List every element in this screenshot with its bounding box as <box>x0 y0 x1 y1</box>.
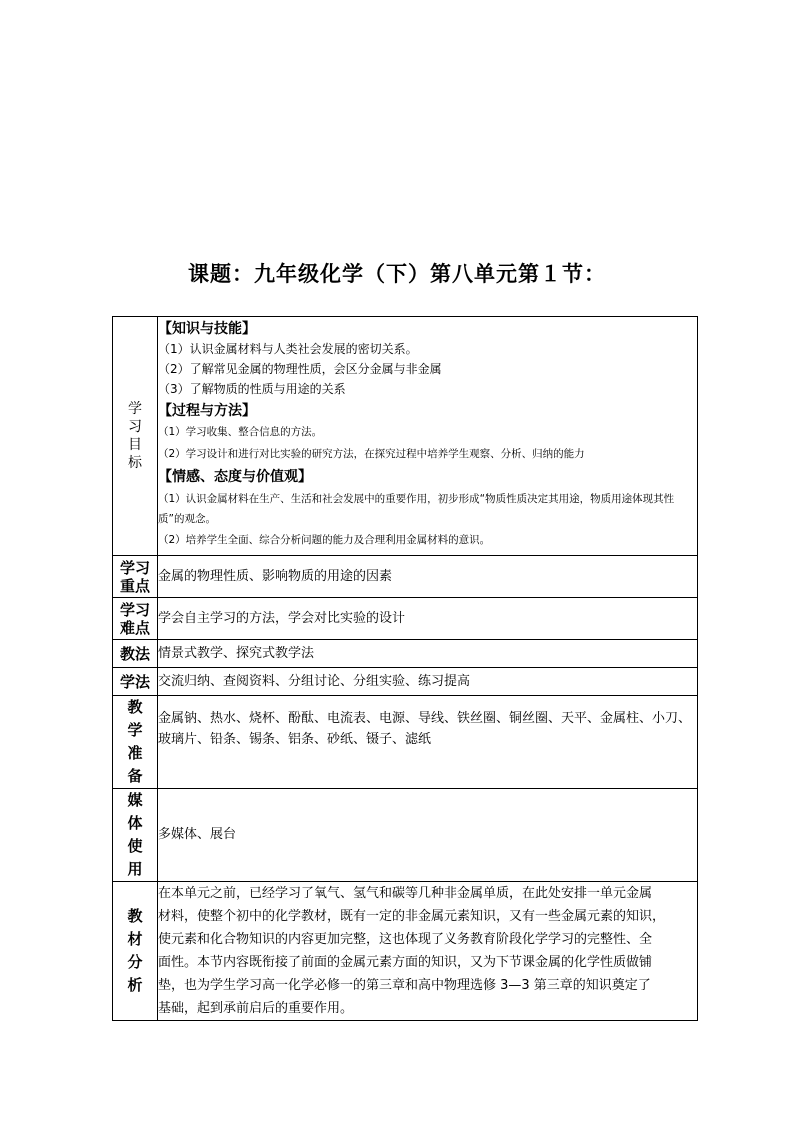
media-label: 媒 体 使 用 <box>113 789 158 882</box>
learning-method-row <box>113 668 698 696</box>
page-title: 课题：九年级化学（下）第八单元第１节： <box>188 261 606 286</box>
difficulties-content: 学会自主学习的方法，学会对比实验的设计 <box>158 598 698 640</box>
list-item: （2）培养学生全面、综合分析问题的能力及合理利用金属材料的意识。 <box>158 534 491 546</box>
section-heading-knowledge: 【知识与技能】 <box>158 321 256 337</box>
paragraph-line: 垫，也为学生学习高一化学必修一的第三章和高中物理选修 3—3 第三章的知识奠定了 <box>158 978 651 993</box>
key-points-content: 金属的物理性质、影响物质的用途的因素 <box>158 556 698 598</box>
list-item: （2）了解常见金属的物理性质，会区分金属与非金属 <box>158 362 442 376</box>
difficulties-row <box>113 598 698 640</box>
paragraph-line: 基础，起到承前启后的重要作用。 <box>158 1001 354 1016</box>
preparation-label: 教 学 准 备 <box>113 696 158 789</box>
paragraph-line: 面性。本节内容既衔接了前面的金属元素方面的知识，又为下节课金属的化学性质做铺 <box>158 955 653 970</box>
learning-method-content: 交流归纳、查阅资料、分组讨论、分组实验、练习提高 <box>158 668 698 696</box>
learning-method-label: 学法 <box>113 668 158 696</box>
difficulties-label: 学习 难点 <box>113 598 158 640</box>
objectives-label: 学 习 目 标 <box>113 317 158 556</box>
analysis-row <box>113 882 698 1021</box>
list-item: （1）认识金属材料在生产、生活和社会发展中的重要作用，初步形成“物质性质决定其用途，物质用途体现其性质”的观念。 <box>158 493 675 525</box>
teaching-method-row <box>113 640 698 668</box>
list-item: （3）了解物质的性质与用途的关系 <box>158 382 346 396</box>
paragraph-line: 在本单元之前，已经学习了氧气、氢气和碳等几种非金属单质，在此处安排一单元金属 <box>158 886 653 901</box>
paragraph-line: 使元素和化合物知识的内容更加完整，这也体现了义务教育阶段化学学习的完整性、全 <box>158 932 653 947</box>
teaching-method-content: 情景式教学、探究式教学法 <box>158 640 698 668</box>
preparation-row <box>113 696 698 789</box>
analysis-label: 教 材 分 析 <box>113 882 158 1021</box>
list-item: （1）学习收集、整合信息的方法。 <box>158 426 323 438</box>
list-item: （2）学习设计和进行对比实验的研究方法，在探究过程中培养学生观察、分析、归纳的能力 <box>158 448 585 460</box>
section-heading-attitude: 【情感、态度与价值观】 <box>158 469 312 485</box>
list-item: （1）认识金属材料与人类社会发展的密切关系。 <box>158 342 418 356</box>
teaching-method-label: 教法 <box>113 640 158 668</box>
objectives-content <box>158 317 698 556</box>
section-heading-process: 【过程与方法】 <box>158 403 256 419</box>
preparation-content: 金属钠、热水、烧杯、酚酞、电流表、电源、导线、铁丝圈、铜丝圈、天平、金属柱、小刀、玻璃片、铅条、锡条、铝条、砂纸、镊子、滤纸 <box>158 696 698 789</box>
analysis-content <box>158 882 698 1021</box>
media-content: 多媒体、展台 <box>158 789 698 882</box>
media-row <box>113 789 698 882</box>
key-points-label: 学习 重点 <box>113 556 158 598</box>
paragraph-line: 材料，使整个初中的化学教材，既有一定的非金属元素知识，又有一些金属元素的知识， <box>158 909 666 924</box>
key-points-row <box>113 556 698 598</box>
objectives-row <box>113 317 698 556</box>
lesson-plan-table <box>112 316 698 1021</box>
